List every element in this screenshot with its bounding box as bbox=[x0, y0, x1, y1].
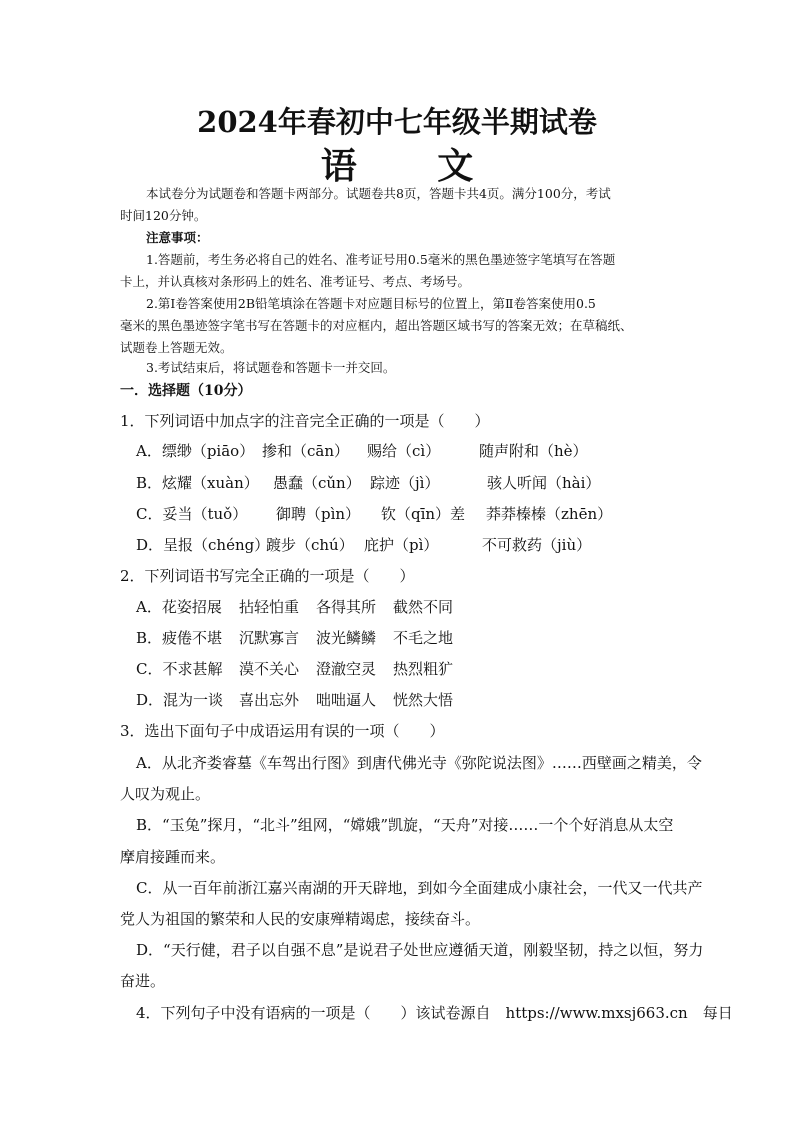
q1-option-c-word-4: 莽莽榛榛（zhēn） bbox=[486, 505, 613, 523]
q2-option-d-word-4: 恍然大悟 bbox=[393, 691, 454, 709]
note-1-line-1: 1.答题前，考生务必将自己的姓名、准考证号用0.5毫米的黑色墨迹签字笔填写在答题 bbox=[146, 252, 616, 267]
section-heading: 一．选择题（10分） bbox=[120, 383, 252, 399]
note-1-line-2: 卡上，并认真核对条形码上的姓名、准考证号、考点、考场号。 bbox=[120, 274, 471, 289]
q3-option-c-line-2: 党人为祖国的繁荣和人民的安康殚精竭虑，接续奋斗。 bbox=[120, 910, 481, 928]
q1-option-b-word-2: 愚蠢（cǔn） bbox=[273, 474, 361, 492]
q2-option-d-word-2: 喜出忘外 bbox=[239, 691, 300, 709]
note-2-line-2: 毫米的黑色墨迹签字笔书写在答题卡的对应框内，超出答题区域书写的答案无效；在草稿纸、 bbox=[120, 318, 633, 333]
q3-option-d-line-2: 奋进。 bbox=[120, 972, 166, 990]
q1-option-c-word-2: 御聘（pìn） bbox=[276, 505, 361, 523]
q2-option-a-word-1: A．花姿招展 bbox=[136, 598, 222, 616]
q2-option-a-word-3: 各得其所 bbox=[316, 598, 377, 616]
q1-option-a-word-3: 赐给（cì） bbox=[367, 442, 441, 460]
question-2-stem: 2．下列词语书写完全正确的一项是（ ） bbox=[120, 567, 415, 585]
q2-option-d-word-3: 咄咄逼人 bbox=[316, 691, 377, 709]
q1-option-c-word-1: C．妥当（tuǒ） bbox=[136, 505, 248, 523]
q2-option-c-word-3: 澄澈空灵 bbox=[316, 660, 377, 678]
q1-option-b-word-3: 踪迹（jì） bbox=[370, 474, 440, 492]
q3-option-b-line-1: B．“玉兔”探月，“北斗”组网，“嫦娥”凯旋，“天舟”对接……一个个好消息从太空 bbox=[136, 816, 674, 834]
q1-option-d-word-1: D．呈报（chéng） bbox=[136, 536, 270, 554]
subject-title: 语 文 bbox=[320, 145, 508, 187]
intro-line-1: 本试卷分为试题卷和答题卡两部分。试题卷共8页，答题卡共4页。满分100分，考试 bbox=[146, 186, 611, 201]
q1-option-a-word-2: 掺和（cān） bbox=[262, 442, 350, 460]
q2-option-a-word-2: 拈轻怕重 bbox=[239, 598, 300, 616]
q2-option-b-word-4: 不毛之地 bbox=[393, 629, 454, 647]
q3-option-b-line-2: 摩肩接踵而来。 bbox=[120, 848, 226, 866]
question-3-stem: 3．选出下面句子中成语运用有误的一项（ ） bbox=[120, 722, 445, 740]
notes-title: 注意事项： bbox=[146, 230, 209, 245]
q1-option-a-word-1: A．缥缈（piāo） bbox=[136, 442, 255, 460]
note-2-line-1: 2.第Ⅰ卷答案使用2B铅笔填涂在答题卡对应题目标号的位置上，第Ⅱ卷答案使用0.5 bbox=[146, 296, 596, 311]
exam-title: 2024年春初中七年级半期试卷 bbox=[197, 105, 597, 139]
q1-option-d-word-2: 踱步（chú） bbox=[266, 536, 354, 554]
q3-option-a-line-1: A．从北齐娄睿墓《车驾出行图》到唐代佛光寺《弥陀说法图》……西壁画之精美，令 bbox=[136, 754, 702, 772]
note-2-line-3: 试题卷上答题无效。 bbox=[120, 340, 233, 355]
q2-option-b-word-3: 波光鳞鳞 bbox=[316, 629, 377, 647]
q3-option-c-line-1: C．从一百年前浙江嘉兴南湖的开天辟地，到如今全面建成小康社会，一代又一代共产 bbox=[136, 879, 703, 897]
q2-option-b-word-2: 沉默寡言 bbox=[239, 629, 300, 647]
q2-option-d-word-1: D．混为一谈 bbox=[136, 691, 224, 709]
q1-option-c-word-3: 钦（qīn）差 bbox=[381, 505, 466, 523]
q2-option-c-word-2: 漠不关心 bbox=[239, 660, 300, 678]
intro-line-2: 时间120分钟。 bbox=[120, 208, 207, 223]
note-3: 3.考试结束后，将试题卷和答题卡一并交回。 bbox=[146, 360, 396, 375]
q1-option-d-word-4: 不可救药（jiù） bbox=[482, 536, 592, 554]
q1-option-b-word-4: 骇人听闻（hài） bbox=[487, 474, 601, 492]
q1-option-b-word-1: B．炫耀（xuàn） bbox=[136, 474, 259, 492]
q3-option-d-line-1: D．“天行健，君子以自强不息”是说君子处世应遵循天道，刚毅坚韧，持之以恒，努力 bbox=[136, 941, 704, 959]
q2-option-c-word-1: C．不求甚解 bbox=[136, 660, 223, 678]
q2-option-a-word-4: 截然不同 bbox=[393, 598, 454, 616]
q1-option-a-word-4: 随声附和（hè） bbox=[479, 442, 588, 460]
question-4-stem: 4．下列句子中没有语病的一项是（ ）该试卷源自 https://www.mxsj663.cn 每日 bbox=[136, 1004, 733, 1022]
q3-option-a-line-2: 人叹为观止。 bbox=[120, 785, 211, 803]
question-1-stem: 1．下列词语中加点字的注音完全正确的一项是（ ） bbox=[120, 412, 490, 430]
q2-option-c-word-4: 热烈粗犷 bbox=[393, 660, 454, 678]
q1-option-d-word-3: 庇护（pì） bbox=[364, 536, 439, 554]
q2-option-b-word-1: B．疲倦不堪 bbox=[136, 629, 223, 647]
